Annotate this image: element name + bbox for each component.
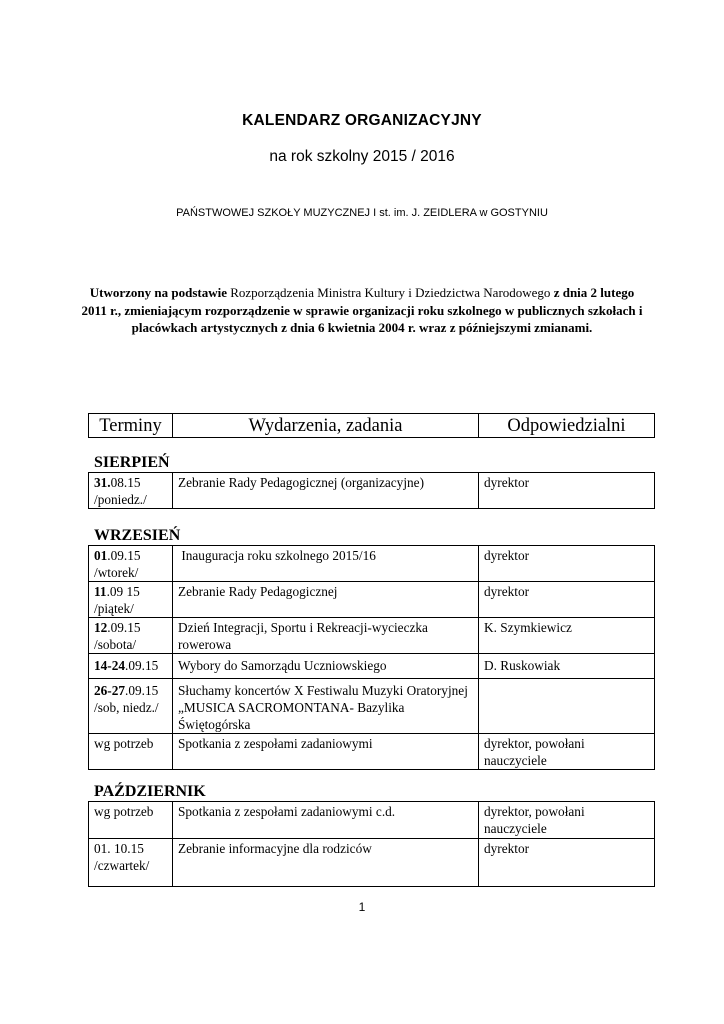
table-row xyxy=(89,618,655,654)
table-wrzesien xyxy=(88,545,655,770)
date-rest: 01. 10.15 xyxy=(94,841,144,856)
page-number: 1 xyxy=(358,900,366,914)
date-bold: 31. xyxy=(94,475,111,490)
table-row xyxy=(89,802,655,839)
basis-part-5: wraz z późniejszymi zmianami. xyxy=(415,320,593,335)
responsible-cell: K. Szymkiewicz xyxy=(479,618,655,654)
table-row xyxy=(89,654,655,679)
date-rest: 08.15 xyxy=(110,475,141,490)
legal-basis-paragraph xyxy=(80,284,644,337)
date-bold: 01 xyxy=(94,548,108,563)
schedule-header-table xyxy=(88,413,655,438)
event-cell: Zebranie Rady Pedagogicznej xyxy=(173,582,479,618)
responsible-cell: dyrektor xyxy=(479,473,655,509)
date-rest: .09.15 xyxy=(107,620,141,635)
section-title-wrzesien: WRZESIEŃ xyxy=(94,527,181,544)
responsible-cell xyxy=(479,679,655,734)
date-rest: .09.15 xyxy=(107,548,141,563)
day-label: /wtorek/ xyxy=(94,565,139,580)
date-cell xyxy=(89,679,173,734)
date-bold: 12 xyxy=(94,620,108,635)
column-header-events: Wydarzenia, zadania xyxy=(173,414,479,438)
section-title-pazdziernik: PAŹDZIERNIK xyxy=(94,783,206,800)
date-cell xyxy=(89,582,173,618)
day-label: /poniedz./ xyxy=(94,492,147,507)
table-row xyxy=(89,473,655,509)
event-cell: Spotkania z zespołami zadaniowymi xyxy=(173,734,479,770)
event-cell: Słuchamy koncertów X Festiwalu Muzyki Oratoryjnej „MUSICA SACROMONTANA- Bazylika Świętogórska xyxy=(173,679,479,734)
responsible-cell: dyrektor, powołani nauczyciele xyxy=(479,734,655,770)
date-bold: 26-27 xyxy=(94,683,126,698)
responsible-cell: D. Ruskowiak xyxy=(479,654,655,679)
event-cell: Wybory do Samorządu Uczniowskiego xyxy=(173,654,479,679)
basis-part-1: Utworzony na podstawie xyxy=(89,285,231,300)
event-cell: Spotkania z zespołami zadaniowymi c.d. xyxy=(173,802,479,839)
date-rest: wg potrzeb xyxy=(94,804,154,819)
column-header-terms: Terminy xyxy=(89,414,173,438)
day-label: /sob, niedz./ xyxy=(94,700,159,715)
school-name: PAŃSTWOWEJ SZKOŁY MUZYCZNEJ I st. im. J. ZEIDLERA w GOSTYNIU xyxy=(176,207,548,219)
document-title: KALENDARZ ORGANIZACYJNY xyxy=(242,112,482,129)
day-label: /czwartek/ xyxy=(94,858,150,873)
table-row xyxy=(89,679,655,734)
table-row xyxy=(89,546,655,582)
date-bold: 11 xyxy=(94,584,107,599)
date-rest: wg potrzeb xyxy=(94,736,154,751)
date-cell xyxy=(89,734,173,770)
event-cell: Zebranie Rady Pedagogicznej (organizacyjne) xyxy=(173,473,479,509)
table-row xyxy=(89,582,655,618)
table-sierpien xyxy=(88,472,655,509)
date-rest: .09.15 xyxy=(125,683,159,698)
date-rest: .09.15 xyxy=(125,658,159,673)
date-cell xyxy=(89,618,173,654)
responsible-cell: dyrektor, powołani nauczyciele xyxy=(479,802,655,839)
event-cell: Inauguracja roku szkolnego 2015/16 xyxy=(173,546,479,582)
date-cell xyxy=(89,473,173,509)
day-label: /piątek/ xyxy=(94,601,134,616)
event-cell: Zebranie informacyjne dla rodziców xyxy=(173,839,479,887)
table-pazdziernik xyxy=(88,801,655,887)
basis-part-3: z dnia 2 lutego 2011 r., zmieniającym rozporządzenie w sprawie organizacji roku szkolnego w publicznych szkołach i placówkach artystycznych z dnia xyxy=(81,285,643,335)
responsible-cell: dyrektor xyxy=(479,839,655,887)
day-label: /sobota/ xyxy=(94,637,137,652)
basis-date: 6 kwietnia 2004 r. xyxy=(318,320,416,335)
table-row xyxy=(89,839,655,887)
responsible-cell: dyrektor xyxy=(479,582,655,618)
section-title-sierpien: SIERPIEŃ xyxy=(94,454,170,471)
date-cell xyxy=(89,839,173,887)
column-header-responsible: Odpowiedzialni xyxy=(479,414,655,438)
date-cell xyxy=(89,802,173,839)
event-cell: Dzień Integracji, Sportu i Rekreacji-wycieczka rowerowa xyxy=(173,618,479,654)
date-rest: .09 15 xyxy=(106,584,140,599)
document-subtitle: na rok szkolny 2015 / 2016 xyxy=(269,148,455,165)
responsible-cell: dyrektor xyxy=(479,546,655,582)
table-row xyxy=(89,734,655,770)
basis-regulation-name: Rozporządzenia Ministra Kultury i Dziedzictwa Narodowego xyxy=(230,285,551,300)
date-cell xyxy=(89,654,173,679)
date-bold: 14-24 xyxy=(94,658,126,673)
date-cell xyxy=(89,546,173,582)
